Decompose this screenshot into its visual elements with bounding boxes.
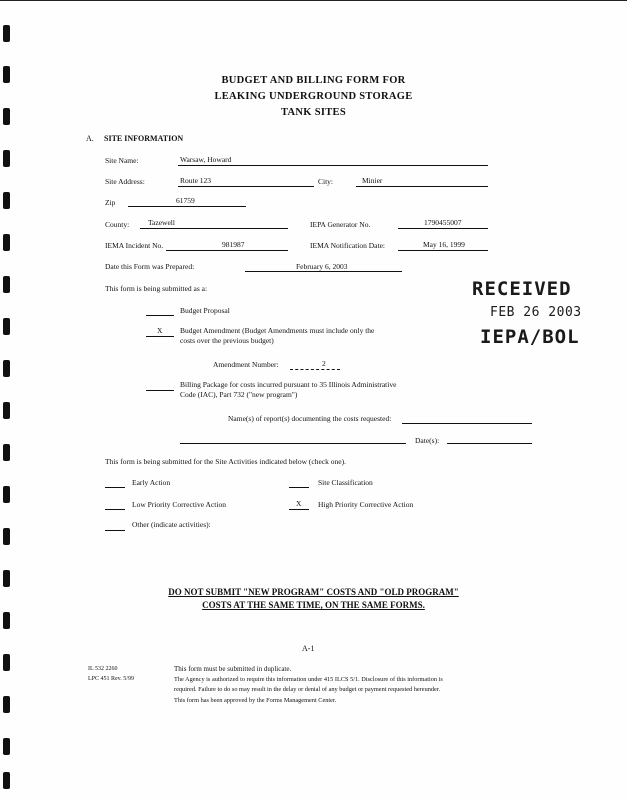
notification-label: IEMA Notification Date: [310,241,385,250]
high-priority-checkbox[interactable] [289,509,309,510]
binder-hole [3,234,10,251]
binder-hole [3,738,10,755]
binder-hole [3,570,10,587]
early-action-checkbox[interactable] [105,487,125,488]
incident-line [166,250,288,251]
city-line [356,186,488,187]
other-checkbox[interactable] [105,530,125,531]
binder-hole [3,276,10,293]
form-title-line-2: LEAKING UNDERGROUND STORAGE [214,91,413,102]
budget-proposal-label: Budget Proposal [180,306,230,315]
amendment-number-line [290,369,340,370]
received-stamp: RECEIVED [472,278,572,300]
high-priority-label: High Priority Corrective Action [318,500,414,509]
binder-hole [3,318,10,335]
form-title-line-1: BUDGET AND BILLING FORM FOR [221,75,406,86]
other-label: Other (indicate activities): [132,520,211,529]
binder-hole [3,402,10,419]
binder-hole [3,612,10,629]
dates-label: Date(s): [415,436,440,445]
zip-line [128,206,246,207]
footer-line-2: The Agency is authorized to require this information under 415 ILCS 5/1. Disclosure of this information is [174,676,443,683]
warning-line-1: DO NOT SUBMIT "NEW PROGRAM" COSTS AND "OLD PROGRAM" [168,587,459,597]
generator-value[interactable]: 1790455007 [424,218,462,227]
binder-hole [3,528,10,545]
dates-line[interactable] [447,443,532,444]
footer-line-4: This form has been approved by the Forms Management Center. [174,697,337,704]
form-title-line-3: TANK SITES [281,107,346,118]
incident-label: IEMA Incident No. [105,241,164,250]
county-line [140,228,288,229]
low-priority-label: Low Priority Corrective Action [132,500,226,509]
generator-line [398,228,488,229]
notification-value[interactable]: May 16, 1999 [423,240,465,249]
binder-hole [3,25,10,42]
binder-hole [3,772,10,789]
form-id-1: IL 532 2260 [88,666,118,672]
zip-label: Zip [105,198,116,207]
city-value[interactable]: Minier [362,176,383,185]
prepared-label: Date this Form was Prepared: [105,262,195,271]
section-letter: A. [86,134,94,143]
site-classification-label: Site Classification [318,478,373,487]
binder-hole [3,486,10,503]
prepared-value[interactable]: February 6, 2003 [296,262,348,271]
site-address-value[interactable]: Route 123 [180,176,212,185]
site-classification-checkbox[interactable] [289,487,309,488]
binder-hole [3,444,10,461]
section-heading: SITE INFORMATION [104,134,184,143]
budget-proposal-checkbox[interactable] [146,315,174,316]
city-label: City: [318,177,334,186]
submission-intro: This form is being submitted as a: [105,284,208,293]
received-stamp-office: IEPA/BOL [480,326,580,348]
county-value[interactable]: Tazewell [148,218,175,227]
form-id-2: LPC 451 Rev. 5/99 [88,676,134,682]
top-edge [0,0,627,1]
binder-hole [3,192,10,209]
reports-label: Name(s) of report(s) documenting the costs requested: [228,414,392,423]
activities-intro: This form is being submitted for the Site Activities indicated below (check one). [105,457,346,466]
prepared-line [245,271,402,272]
footer-line-3: required. Failure to do so may result in the delay or denial of any budget or payment requested hereunder. [174,686,441,693]
binder-hole [3,654,10,671]
budget-amendment-label-2: costs over the previous budget) [180,336,274,345]
high-priority-mark: X [296,499,302,508]
notification-line [398,250,488,251]
site-name-label: Site Name: [105,156,139,165]
page-number: A-1 [302,644,315,653]
incident-value[interactable]: 981987 [222,240,245,249]
billing-package-checkbox[interactable] [146,390,174,391]
binder-hole [3,360,10,377]
reports-line-1[interactable] [402,423,532,424]
site-name-line [178,165,488,166]
warning-line-2: COSTS AT THE SAME TIME, ON THE SAME FORMS. [202,600,425,610]
billing-package-label: Billing Package for costs incurred pursuant to 35 Illinois Administrative [180,380,397,389]
budget-amendment-mark: X [157,326,163,335]
billing-package-label-2: Code (IAC), Part 732 ("new program") [180,390,298,399]
amendment-number-label: Amendment Number: [213,360,279,369]
county-label: County: [105,220,130,229]
received-stamp-date: FEB 26 2003 [490,305,582,320]
generator-label: IEPA Generator No. [310,220,371,229]
budget-amendment-label: Budget Amendment (Budget Amendments must include only the [180,326,375,335]
low-priority-checkbox[interactable] [105,509,125,510]
site-name-value[interactable]: Warsaw, Howard [180,155,232,164]
reports-line-2[interactable] [180,443,406,444]
budget-amendment-checkbox[interactable] [146,336,174,337]
binder-hole [3,696,10,713]
binder-hole [3,150,10,167]
early-action-label: Early Action [132,478,171,487]
zip-value[interactable]: 61759 [176,196,195,205]
footer-line-1: This form must be submitted in duplicate. [174,665,292,673]
site-address-line [178,186,314,187]
site-address-label: Site Address: [105,177,145,186]
amendment-number-value[interactable]: 2 [322,359,326,368]
